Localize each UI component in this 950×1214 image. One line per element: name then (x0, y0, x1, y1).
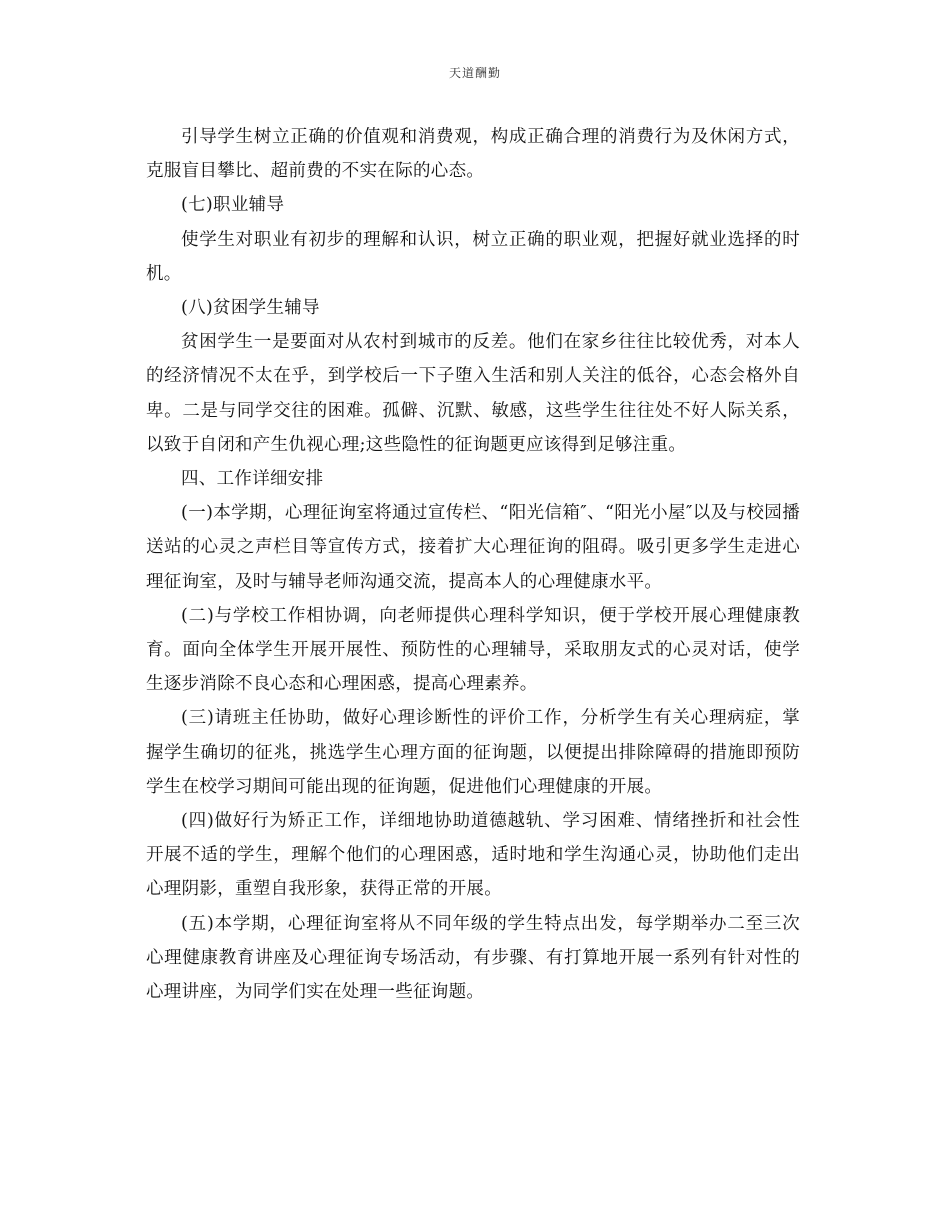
paragraph-arrangement-2: (二)与学校工作相协调，向老师提供心理科学知识，便于学校开展心理健康教育。面向全体学生开展开展性、预防性的心理辅导，采取朋友式的心灵对话，使学生逐步消除不良心态和心理困惑，提高心理素养。 (146, 605, 800, 695)
paragraph-arrangement-5: (五)本学期，心理征询室将从不同年级的学生特点出发，每学期举办二至三次心理健康教育讲座及心理征询专场活动，有步骤、有打算地开展一系列有针对性的心理讲座，为同学们实在处理一些征询题。 (146, 913, 800, 1003)
paragraph-career-guidance: 使学生对职业有初步的理解和认识，树立正确的职业观，把握好就业选择的时机。 (146, 229, 800, 284)
paragraph-arrangement-1: (一)本学期，心理征询室将通过宣传栏、“阳光信箱″、“阳光小屋″以及与校园播送站的心灵之声栏目等宣传方式，接着扩大心理征询的阻碍。吸引更多学生走进心理征询室，及时与辅导老师沟通交流，提高本人的心理健康水平。 (146, 503, 800, 592)
heading-poor-student-guidance: (八)贫困学生辅导 (181, 298, 320, 319)
heading-work-arrangement: 四、工作详细安排 (181, 469, 324, 490)
page-header: 天道酬勤 (448, 66, 501, 80)
document-body (146, 120, 800, 1009)
paragraph-arrangement-4: (四)做好行为矫正工作，详细地协助道德越轨、学习困难、情绪挫折和社会性开展不适的学生，理解个他们的心理困惑，适时地和学生沟通心灵，协助他们走出心理阴影，重塑自我形象，获得正常的开展。 (146, 811, 800, 900)
paragraph-consumption-guidance: 引导学生树立正确的价值观和消费观，构成正确合理的消费行为及休闲方式，克服盲目攀比、超前费的不实在际的心态。 (146, 127, 800, 182)
paragraph-poor-student-guidance: 贫困学生一是要面对从农村到城市的反差。他们在家乡往往比较优秀，对本人的经济情况不太在乎，到学校后一下子堕入生活和别人关注的低谷，心态会格外自卑。二是与同学交往的困难。孤僻、沉默、敏感，这些学生往往处不好人际关系，以致于自闭和产生仇视心理;这些隐性的征询题更应该得到足够注重。 (146, 332, 800, 455)
heading-career-guidance: (七)职业辅导 (181, 195, 285, 216)
paragraph-arrangement-3: (三)请班主任协助，做好心理诊断性的评价工作，分析学生有关心理病症，掌握学生确切的征兆，挑选学生心理方面的征询题，以便提出排除障碍的措施即预防学生在校学习期间可能出现的征询题，促进他们心理健康的开展。 (146, 708, 800, 797)
